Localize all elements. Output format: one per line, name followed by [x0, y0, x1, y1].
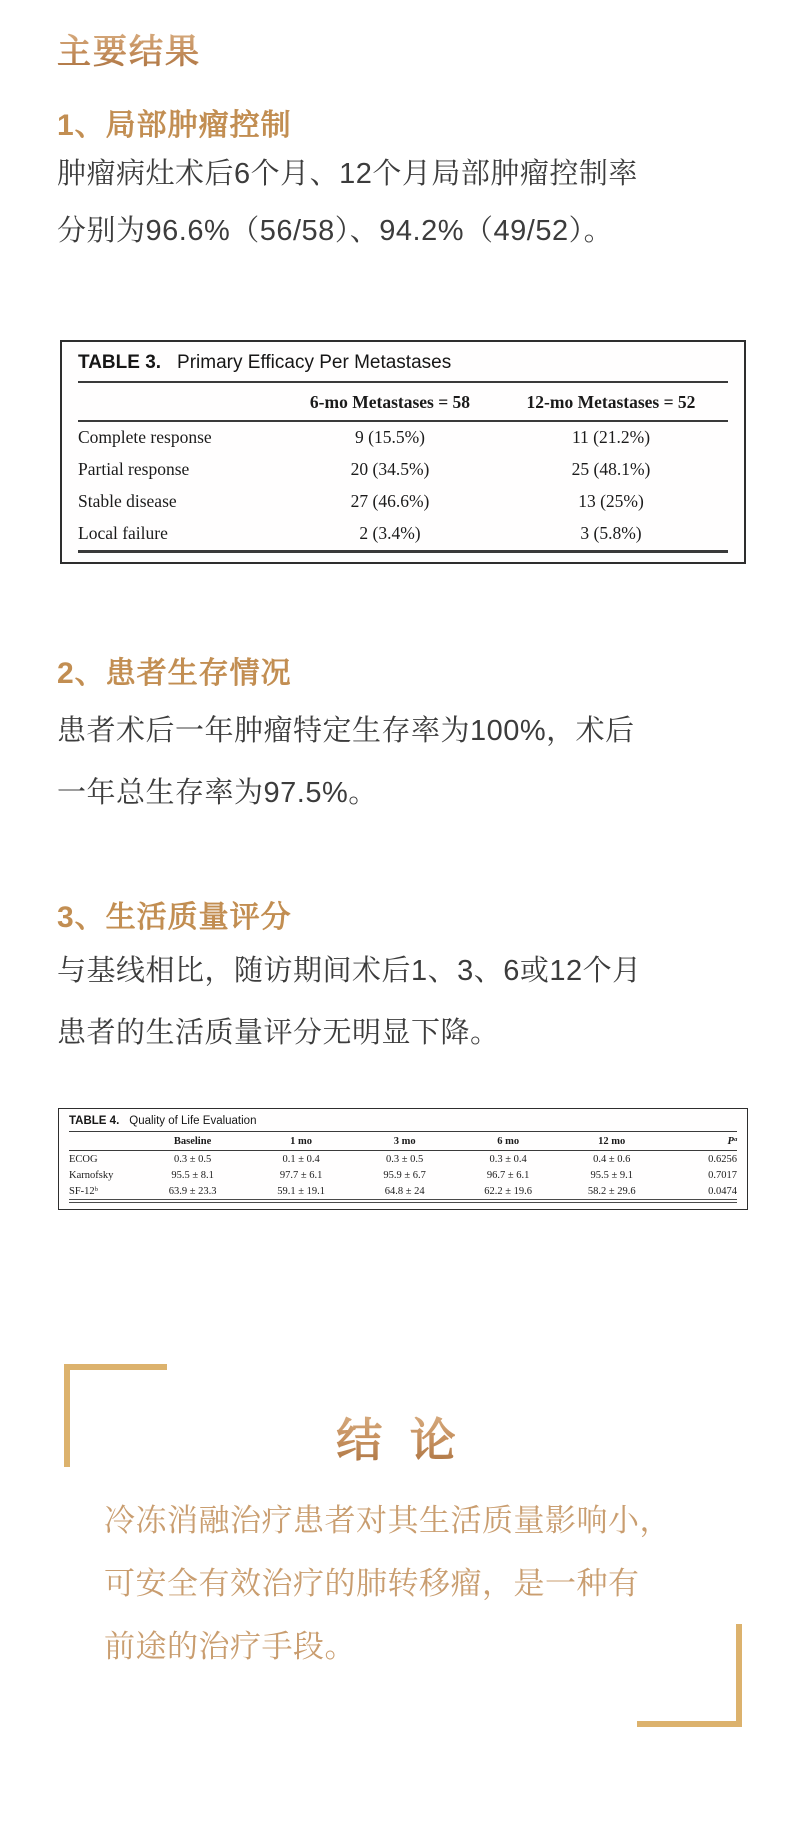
- table-cell: Partial response: [78, 459, 190, 479]
- table-cell: 95.9 ± 6.7: [383, 1169, 426, 1181]
- table-cell: 9 (15.5%): [355, 427, 425, 447]
- text-line: 冷冻消融治疗患者对其生活质量影响小，: [104, 1503, 671, 1538]
- table-cell: 13 (25%): [578, 491, 644, 511]
- table-header-cell: [78, 383, 286, 421]
- table-4-caption: Quality of Life Evaluation: [129, 1115, 257, 1127]
- table-cell: 0.3 ± 0.4: [489, 1153, 527, 1165]
- table-row: [69, 1151, 737, 1168]
- table-4-label: TABLE 4.: [69, 1115, 120, 1127]
- text-line: 分别为96.6%（56/58）、94.2%（49/52）。: [57, 215, 614, 247]
- table-cell: 95.5 ± 9.1: [590, 1169, 633, 1181]
- table-cell: 2 (3.4%): [359, 523, 421, 543]
- table-header-cell: 1 mo: [249, 1132, 353, 1151]
- table-cell: 3 (5.8%): [580, 523, 642, 543]
- table-3-head: [78, 383, 728, 421]
- table-cell: 62.2 ± 19.6: [484, 1185, 533, 1197]
- table-3-header-row: [78, 383, 728, 421]
- text-line: 患者的生活质量评分无明显下降。: [57, 1017, 500, 1049]
- table-row: [78, 421, 728, 454]
- section-2-heading: 2、患者生存情况: [57, 657, 292, 690]
- text-line: 肿瘤病灶术后6个月、12个月局部肿瘤控制率: [57, 158, 638, 190]
- table-cell: 63.9 ± 23.3: [168, 1185, 217, 1197]
- table-row: [78, 518, 728, 552]
- table-header-cell: 12-mo Metastases = 52: [494, 383, 728, 421]
- table-cell: 0.1 ± 0.4: [282, 1153, 320, 1165]
- section-3-paragraph: [57, 940, 757, 1064]
- table-cell: 27 (46.6%): [350, 491, 430, 511]
- table-header-cell: 12 mo: [560, 1132, 664, 1151]
- table-cell: 0.7017: [708, 1169, 737, 1181]
- text-line: 前途的治疗手段。: [104, 1629, 356, 1664]
- table-3-grid: [78, 383, 728, 553]
- text-line: 可安全有效治疗的肺转移瘤，是一种有: [104, 1566, 640, 1601]
- table-cell: Karnofsky: [69, 1169, 114, 1181]
- table-4-grid: [69, 1132, 737, 1203]
- table-3-title: [78, 342, 728, 383]
- table-header-cell: Pᵃ: [663, 1132, 737, 1151]
- table-row: [78, 486, 728, 518]
- table-cell: Local failure: [78, 523, 168, 543]
- table-cell: 0.3 ± 0.5: [173, 1153, 212, 1165]
- text-line: 一年总生存率为97.5%。: [57, 777, 378, 809]
- page-title: 主要结果: [57, 24, 201, 73]
- table-cell: 11 (21.2%): [571, 427, 651, 447]
- conclusion-title: 结 论: [0, 1404, 800, 1470]
- table-4-body: [69, 1151, 737, 1202]
- section-1-paragraph: [57, 146, 757, 260]
- table-cell: ECOG: [69, 1153, 98, 1165]
- table-4-head: [69, 1132, 737, 1151]
- table-3: [60, 340, 746, 564]
- table-3-caption: Primary Efficacy Per Metastases: [177, 352, 452, 373]
- table-cell: 97.7 ± 6.1: [279, 1169, 323, 1181]
- corner-bracket-bottom-right: [637, 1624, 742, 1727]
- table-cell: 0.4 ± 0.6: [593, 1153, 631, 1165]
- table-3-body: [78, 421, 728, 552]
- table-cell: 64.8 ± 24: [384, 1185, 425, 1197]
- table-cell: Complete response: [78, 427, 212, 447]
- table-cell: 0.6256: [708, 1153, 737, 1165]
- table-cell: 0.3 ± 0.5: [386, 1153, 424, 1165]
- table-cell: 58.2 ± 29.6: [587, 1185, 636, 1197]
- text-line: 患者术后一年肿瘤特定生存率为100%，术后: [57, 715, 635, 747]
- table-cell: 95.5 ± 8.1: [171, 1169, 214, 1181]
- table-row: [69, 1167, 737, 1183]
- table-header-cell: 6-mo Metastases = 58: [286, 383, 494, 421]
- table-4: [58, 1108, 748, 1210]
- table-cell: 59.1 ± 19.1: [277, 1185, 325, 1197]
- table-cell: 25 (48.1%): [571, 459, 651, 479]
- section-3-heading: 3、生活质量评分: [57, 901, 292, 934]
- table-cell: 20 (34.5%): [350, 459, 430, 479]
- table-header-cell: Baseline: [136, 1132, 250, 1151]
- section-1-heading: 1、局部肿瘤控制: [57, 109, 292, 142]
- table-row: [69, 1183, 737, 1201]
- table-cell: SF-12ᵇ: [69, 1185, 98, 1197]
- table-cell: 0.0474: [708, 1185, 737, 1197]
- table-cell: Stable disease: [78, 491, 177, 511]
- table-header-cell: 6 mo: [456, 1132, 560, 1151]
- table-3-label: TABLE 3.: [78, 352, 162, 373]
- table-row: [78, 454, 728, 486]
- table-header-cell: 3 mo: [353, 1132, 457, 1151]
- table-4-header-row: [69, 1132, 737, 1151]
- table-header-cell: [69, 1132, 136, 1151]
- text-line: 与基线相比，随访期间术后1、3、6或12个月: [57, 955, 642, 987]
- section-2-paragraph: [57, 700, 757, 824]
- table-cell: 96.7 ± 6.1: [486, 1169, 530, 1181]
- table-4-title: [69, 1109, 737, 1132]
